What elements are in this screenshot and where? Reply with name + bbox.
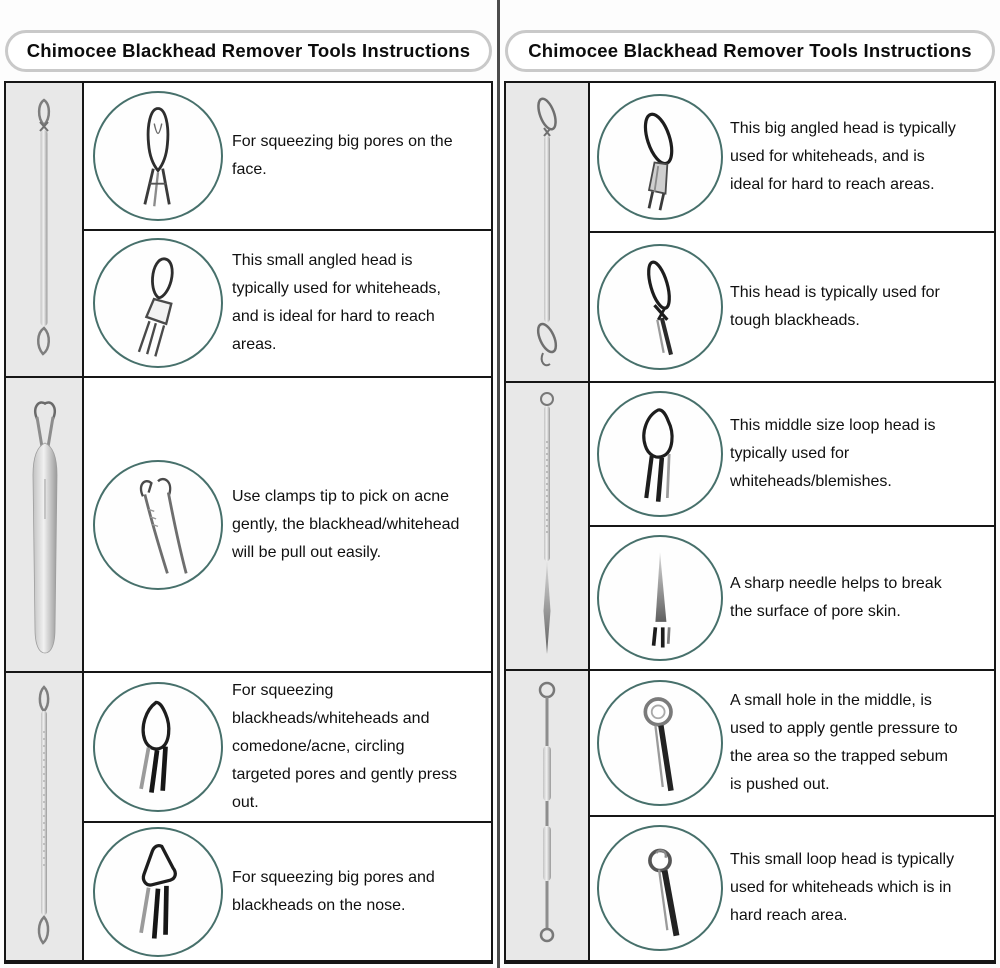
entries — [84, 673, 491, 960]
inset-circle — [93, 238, 223, 368]
instruction-row — [590, 383, 994, 527]
circle-wrap — [84, 682, 232, 812]
left-title-pill — [5, 30, 492, 72]
small-loop-head-icon — [614, 833, 706, 943]
inset-circle — [597, 94, 723, 220]
right-title-pill — [505, 30, 995, 72]
left-section-2 — [6, 378, 491, 673]
double-loop-extractor-tool-image — [16, 94, 72, 366]
circle-wrap — [590, 535, 730, 661]
hole-loop-extractor-tool-image — [519, 676, 575, 956]
small-angled-head-icon — [111, 247, 205, 360]
instruction-row — [84, 823, 491, 960]
clamp-tips-icon — [111, 468, 205, 581]
needle-head-icon — [614, 543, 706, 653]
circle-wrap — [84, 238, 232, 368]
instruction-text: For squeezing big pores on the face. — [232, 132, 453, 178]
entries — [590, 671, 994, 960]
instruction-text: For squeezing blackheads/whiteheads and comedone/acne, circling targeted pores and gently press out. — [232, 682, 458, 811]
left-title-text: Chimocee Blackhead Remover Tools Instructions — [26, 40, 471, 61]
circle-wrap — [84, 91, 232, 221]
instruction-text: For squeezing big pores and blackheads on the nose. — [232, 868, 435, 914]
instruction-text: A small hole in the middle, is used to apply gentle pressure to the area so the trapped sebum is pushed out. — [730, 691, 958, 793]
tool-cell — [6, 673, 84, 960]
tough-blackhead-loop-head-icon — [614, 252, 706, 362]
left-section-3 — [6, 673, 491, 960]
inset-circle — [597, 391, 723, 517]
instruction-text: This small loop head is typically used for whiteheads which is in hard reach area. — [730, 851, 955, 925]
right-panel — [500, 0, 1000, 968]
big-angled-loop-head-icon — [614, 102, 706, 212]
right-title-text: Chimocee Blackhead Remover Tools Instructions — [528, 40, 972, 61]
entries — [84, 83, 491, 376]
entries — [590, 383, 994, 669]
entries — [590, 83, 994, 381]
teardrop-loop-head-icon — [111, 691, 205, 804]
left-section-1 — [6, 83, 491, 378]
circle-wrap — [590, 391, 730, 517]
tool-cell — [506, 671, 590, 960]
instruction-row — [84, 231, 491, 377]
circle-wrap — [590, 680, 730, 806]
instruction-text: This middle size loop head is typically used for whiteheads/blemishes. — [730, 417, 936, 490]
inset-circle — [597, 244, 723, 370]
right-section-1 — [506, 83, 994, 383]
instruction-row — [590, 671, 994, 817]
instruction-row — [590, 817, 994, 961]
inset-circle — [93, 460, 223, 590]
inset-circle — [93, 91, 223, 221]
circle-wrap — [84, 460, 232, 590]
tool-cell — [506, 383, 590, 669]
right-instruction-table — [504, 81, 996, 964]
instruction-text: A sharp needle helps to break the surface of pore skin. — [730, 575, 942, 620]
instruction-row — [590, 527, 994, 669]
circle-wrap — [590, 94, 730, 220]
middle-loop-head-icon — [614, 399, 706, 509]
tool-cell — [6, 378, 84, 671]
big-loop-head-icon — [111, 99, 205, 212]
right-section-3 — [506, 671, 994, 960]
inset-circle — [93, 827, 223, 957]
tool-cell — [506, 83, 590, 381]
circle-wrap — [590, 244, 730, 370]
circle-wrap — [84, 827, 232, 957]
triangle-loop-head-icon — [111, 835, 205, 948]
inset-circle — [597, 680, 723, 806]
instruction-row — [590, 83, 994, 233]
entries — [84, 378, 491, 671]
circle-wrap — [590, 825, 730, 951]
instruction-row — [84, 83, 491, 231]
left-instruction-table — [4, 81, 493, 964]
curved-tweezers-tool-image — [12, 387, 76, 663]
inset-circle — [597, 535, 723, 661]
instruction-row — [84, 378, 491, 671]
instruction-text: This big angled head is typically used for whiteheads, and is ideal for hard to reach areas. — [730, 120, 956, 193]
loop-extractor-tool-image — [16, 681, 72, 953]
instruction-row — [590, 233, 994, 381]
instruction-text: Use clamps tip to pick on acne gently, the blackhead/whitehead will be pull out easily. — [232, 487, 460, 561]
inset-circle — [93, 682, 223, 812]
instruction-row — [84, 673, 491, 823]
left-panel — [0, 0, 497, 968]
loop-needle-extractor-tool-image — [519, 386, 575, 666]
instruction-text: This head is typically used for tough blackheads. — [730, 284, 940, 329]
hole-head-icon — [614, 688, 706, 798]
angled-loop-extractor-tool-image — [519, 92, 575, 372]
right-section-2 — [506, 383, 994, 671]
instruction-text: This small angled head is typically used for whiteheads, and is ideal for hard to reach areas. — [232, 252, 441, 354]
tool-cell — [6, 83, 84, 376]
inset-circle — [597, 825, 723, 951]
